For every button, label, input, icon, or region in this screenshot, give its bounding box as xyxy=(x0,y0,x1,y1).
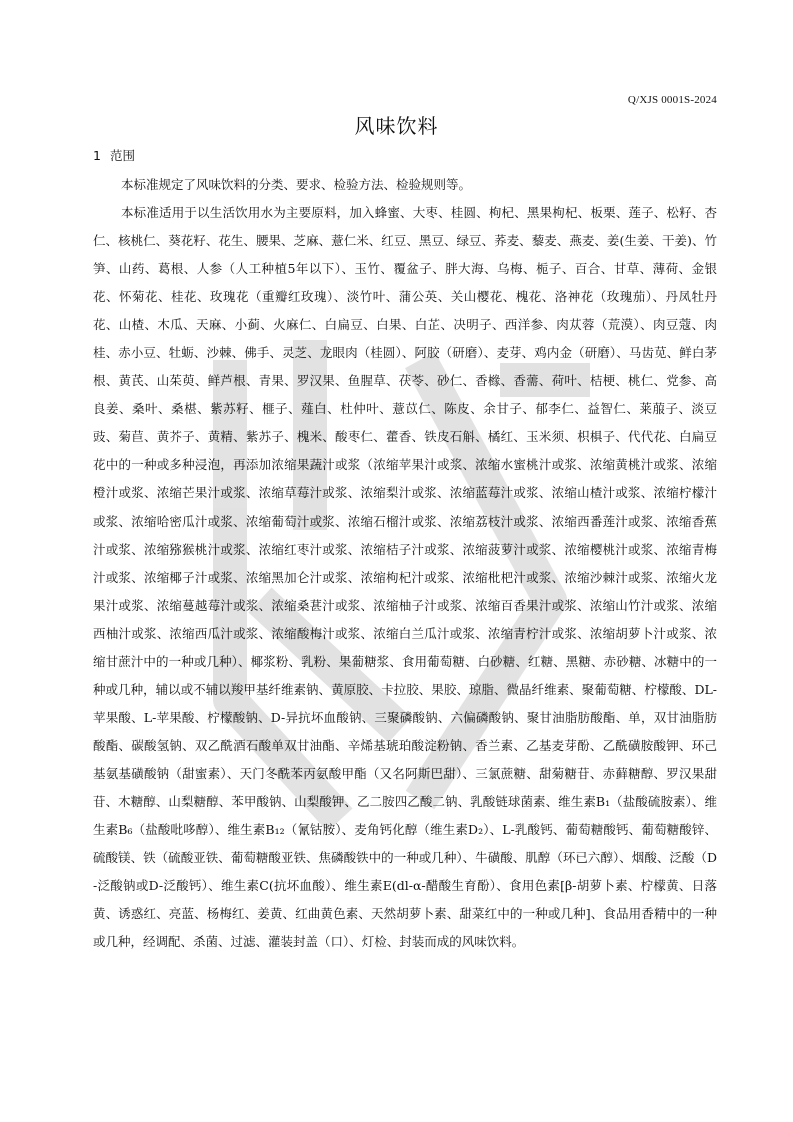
section-title: 范围 xyxy=(109,148,135,163)
section-number: 1 xyxy=(93,148,101,163)
standard-number: Q/XJS 0001S-2024 xyxy=(627,94,717,106)
scope-paragraph-1: 本标准规定了风味饮料的分类、要求、检验方法、检验规则等。 xyxy=(121,177,472,192)
page-title: 风味饮料 xyxy=(354,114,439,138)
section-heading xyxy=(93,146,135,164)
scope-paragraph-2: 本标准适用于以生活饮用水为主要原料，加入蜂蜜、大枣、桂圆、枸杞、黑果枸杞、板栗、莲子、松籽、杏仁、核桃仁、葵花籽、花生、腰果、芝麻、薏仁米、红豆、黑豆、绿豆、荞麦、藜麦、燕麦、姜(生姜、干姜)、竹笋、山药、葛根、人参（人工种植5年以下）、玉竹、覆盆子、胖大海、乌梅、栀子、百合、甘草、薄荷、金银花、怀菊花、桂花、玫瑰花（重瓣红玫瑰）、淡竹叶、蒲公英、关山樱花、槐花、洛神花（玫瑰茄）、丹凤牡丹花、山楂、木瓜、天麻、小蓟、火麻仁、白扁豆、白果、白芷、决明子、西洋参、肉苁蓉（荒漠）、肉豆蔻、肉桂、赤小豆、牡蛎、沙棘、佛手、灵芝、龙眼肉（桂圆）、阿胶（研磨）、麦芽、鸡内金（研磨）、马齿苋、鲜白茅根、黄芪、山茱萸、鲜芦根、青果、罗汉果、鱼腥草、茯苓、砂仁、香橼、香薷、荷叶、桔梗、桃仁、党参、高良姜、桑叶、桑椹、紫苏籽、榧子、薤白、杜仲叶、薏苡仁、陈皮、余甘子、郁李仁、益智仁、莱菔子、淡豆豉、菊苣、黄芥子、黄精、紫苏子、槐米、酸枣仁、藿香、铁皮石斛、橘红、玉米须、枳椇子、代代花、白扁豆花中的一种或多种浸泡，再添加浓缩果蔬汁或浆（浓缩苹果汁或浆、浓缩水蜜桃汁或浆、浓缩黄桃汁或浆、浓缩橙汁或浆、浓缩芒果汁或浆、浓缩草莓汁或浆、浓缩梨汁或浆、浓缩蓝莓汁或浆、浓缩山楂汁或浆、浓缩柠檬汁或浆、浓缩哈密瓜汁或浆、浓缩葡萄汁或浆、浓缩石榴汁或浆、浓缩荔枝汁或浆、浓缩西番莲汁或浆、浓缩香蕉汁或浆、浓缩猕猴桃汁或浆、浓缩红枣汁或浆、浓缩桔子汁或浆、浓缩菠萝汁或浆、浓缩樱桃汁或浆、浓缩青梅汁或浆、浓缩椰子汁或浆、浓缩黑加仑汁或浆、浓缩枸杞汁或浆、浓缩枇杷汁或浆、浓缩沙棘汁或浆、浓缩火龙果汁或浆、浓缩蔓越莓汁或浆、浓缩桑葚汁或浆、浓缩柚子汁或浆、浓缩百香果汁或浆、浓缩山竹汁或浆、浓缩西柚汁或浆、浓缩西瓜汁或浆、浓缩酸梅汁或浆、浓缩白兰瓜汁或浆、浓缩青柠汁或浆、浓缩胡萝卜汁或浆、浓缩甘蔗汁中的一种或几种）、椰浆粉、乳粉、果葡糖浆、食用葡萄糖、白砂糖、红糖、黑糖、赤砂糖、冰糖中的一种或几种，辅以或不辅以羧甲基纤维素钠、黄原胶、卡拉胶、果胶、琼脂、微晶纤维素、聚葡萄糖、柠檬酸、DL-苹果酸、L-苹果酸、柠檬酸钠、D-异抗坏血酸钠、三聚磷酸钠、六偏磷酸钠、聚甘油脂肪酸酯、单，双甘油脂肪酸酯、碳酸氢钠、双乙酰酒石酸单双甘油酯、辛烯基琥珀酸淀粉钠、香兰素、乙基麦芽酚、乙酰磺胺酸钾、环己基氨基磺酸钠（甜蜜素）、天门冬酰苯丙氨酸甲酯（又名阿斯巴甜）、三氯蔗糖、甜菊糖苷、赤藓糖醇、罗汉果甜苷、木糖醇、山梨糖醇、苯甲酸钠、山梨酸钾、乙二胺四乙酸二钠、乳酸链球菌素、维生素B₁（盐酸硫胺素）、维生素B₆（盐酸吡哆醇）、维生素B₁₂（氰钴胺）、麦角钙化醇（维生素D₂）、L-乳酸钙、葡萄糖酸钙、葡萄糖酸锌、硫酸镁、铁（硫酸亚铁、葡萄糖酸亚铁、焦磷酸铁中的一种或几种）、牛磺酸、肌醇（环已六醇）、烟酸、泛酸（D-泛酸钠或D-泛酸钙）、维生素C(抗坏血酸）、维生素E(dl-α-醋酸生育酚）、食用色素[β-胡萝卜素、柠檬黄、日落黄、诱惑红、亮蓝、杨梅红、姜黄、红曲黄色素、天然胡萝卜素、甜菜红中的一种或几种]、食品用香精中的一种或几种，经调配、杀菌、过滤、灌装封盖（口）、灯检、封装而成的风味饮料。 xyxy=(93,205,717,950)
